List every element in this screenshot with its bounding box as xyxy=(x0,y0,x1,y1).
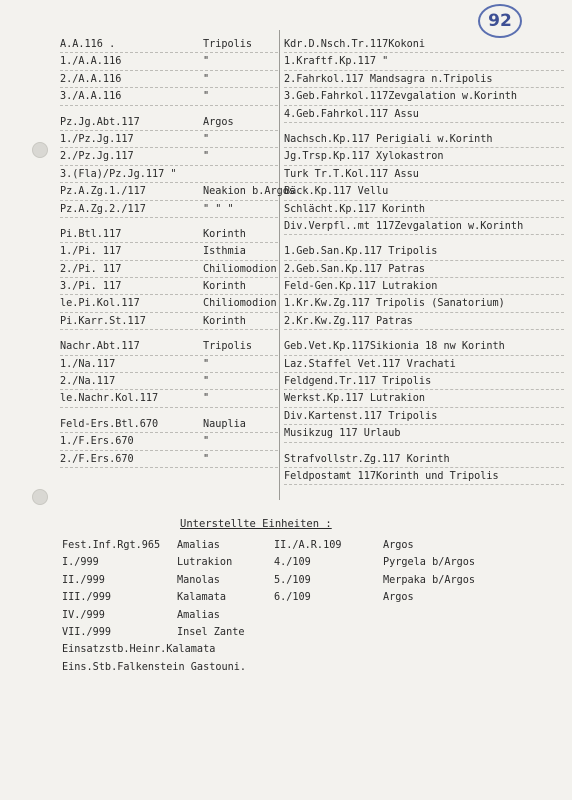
unit-name: 2./Pi. 117 xyxy=(60,263,122,275)
unit-location: " xyxy=(203,151,210,163)
unit-location: " xyxy=(203,393,210,405)
unit-row xyxy=(60,71,278,88)
row-gap xyxy=(284,123,564,131)
unit-entry: 2.Fahrkol.117 Mandsagra n.Tripolis xyxy=(284,73,493,85)
unit-name: 2./A.A.116 xyxy=(60,73,122,85)
row-gap xyxy=(284,443,564,451)
unit-name: Pz.Jg.Abt.117 xyxy=(60,116,140,128)
unit-location: " xyxy=(203,56,210,68)
unit-row xyxy=(284,261,564,278)
unit-row xyxy=(284,88,564,105)
subordinate-cell: III./999 xyxy=(62,592,112,604)
unit-entry: 2.Geb.San.Kp.117 Patras xyxy=(284,263,426,275)
unit-row xyxy=(284,373,564,390)
unit-row xyxy=(284,201,564,218)
unit-location: " xyxy=(203,91,210,103)
unit-row xyxy=(284,295,564,312)
subordinate-cell: IV./999 xyxy=(62,609,105,621)
subordinate-units-title: Unterstellte Einheiten : xyxy=(180,518,332,530)
unit-name: 1./A.A.116 xyxy=(60,56,122,68)
punch-hole xyxy=(32,142,48,158)
unit-row xyxy=(60,226,278,243)
unit-location: Chiliomodion xyxy=(203,298,277,310)
unit-entry: Turk Tr.T.Kol.117 Assu xyxy=(284,168,419,180)
unit-entry: 1.Kr.Kw.Zg.117 Tripolis (Sanatorium) xyxy=(284,298,505,310)
punch-hole xyxy=(32,489,48,505)
unit-row xyxy=(60,243,278,260)
unit-entry: Geb.Vet.Kp.117Sikionia 18 nw Korinth xyxy=(284,341,505,353)
unit-row xyxy=(60,36,278,53)
subordinate-cell: Kalamata xyxy=(177,592,227,604)
unit-name: A.A.116 . xyxy=(60,39,116,50)
unit-name: 1./Pi. 117 xyxy=(60,246,122,258)
subordinate-cell: II./999 xyxy=(62,574,105,586)
subordinate-cell: Lutrakion xyxy=(177,557,233,569)
left-unit-column xyxy=(60,36,296,468)
unit-row xyxy=(284,148,564,165)
unit-name: 2./Na.117 xyxy=(60,376,116,388)
unit-name: Feld-Ers.Btl.670 xyxy=(60,418,159,430)
unit-name: Pz.A.Zg.1./117 xyxy=(60,186,146,198)
unit-entry: Strafvollstr.Zg.117 Korinth xyxy=(284,453,450,465)
row-gap xyxy=(60,330,278,338)
unit-row xyxy=(60,114,278,131)
unit-name: 3.(Fla)/Pz.Jg.117 " xyxy=(60,168,177,180)
subordinate-cell: Amalias xyxy=(177,609,220,621)
unit-entry: 4.Geb.Fahrkol.117 Assu xyxy=(284,108,419,120)
row-gap xyxy=(60,408,278,416)
unit-location: Nauplia xyxy=(203,418,246,430)
unit-entry: 1.Geb.San.Kp.117 Tripolis xyxy=(284,246,438,258)
unit-name: 1./Na.117 xyxy=(60,358,116,370)
unit-entry: Div.Verpfl..mt 117Zevgalation w.Korinth xyxy=(284,220,524,232)
unit-row xyxy=(284,338,564,355)
unit-location: " xyxy=(203,133,210,145)
unit-row xyxy=(284,183,564,200)
unit-entry: Schlächt.Kp.117 Korinth xyxy=(284,203,426,215)
unit-row xyxy=(60,451,278,468)
unit-row xyxy=(60,88,278,105)
right-unit-column xyxy=(284,36,564,485)
unit-row xyxy=(60,148,278,165)
unit-entry: Bäck.Kp.117 Vellu xyxy=(284,186,389,198)
subordinate-cell: Argos xyxy=(383,540,414,551)
unit-row xyxy=(60,201,278,218)
subordinate-cell: Manolas xyxy=(177,574,220,586)
unit-name: Pi.Karr.St.117 xyxy=(60,315,146,327)
unit-location: Korinth xyxy=(203,315,246,327)
unit-name: le.Pi.Kol.117 xyxy=(60,298,140,310)
unit-location: Tripolis xyxy=(203,39,253,50)
subordinate-cell: Pyrgela b/Argos xyxy=(383,557,476,569)
unit-entry: Kdr.D.Nsch.Tr.117Kokoni xyxy=(284,39,426,50)
unit-entry: Div.Kartenst.117 Tripolis xyxy=(284,410,438,422)
unit-row xyxy=(284,166,564,183)
unit-row xyxy=(284,278,564,295)
subordinate-cell: Insel Zante xyxy=(177,626,245,638)
unit-entry: 2.Kr.Kw.Zg.117 Patras xyxy=(284,315,413,327)
unit-entry: Jg.Trsp.Kp.117 Xylokastron xyxy=(284,151,444,163)
unit-location: " xyxy=(203,436,210,448)
unit-entry: Feld-Gen.Kp.117 Lutrakion xyxy=(284,281,438,293)
column-divider xyxy=(279,30,280,500)
unit-location: " xyxy=(203,453,210,465)
unit-location: Chiliomodion xyxy=(203,263,277,275)
unit-name: 3./A.A.116 xyxy=(60,91,122,103)
row-gap xyxy=(284,235,564,243)
subordinate-cell: Einsatzstb.Heinr.Kalamata xyxy=(62,644,216,656)
unit-location: Korinth xyxy=(203,228,246,240)
unit-row xyxy=(60,183,296,200)
folio-number: 92 xyxy=(478,4,522,38)
unit-row xyxy=(284,468,564,485)
unit-name: le.Nachr.Kol.117 xyxy=(60,393,159,405)
unit-location: " xyxy=(203,358,210,370)
unit-entry: Nachsch.Kp.117 Perigiali w.Korinth xyxy=(284,133,493,145)
unit-name: Pi.Btl.117 xyxy=(60,228,122,240)
subordinate-cell: Argos xyxy=(383,592,414,604)
subordinate-cell: 6./109 xyxy=(274,592,311,604)
subordinate-cell: I./999 xyxy=(62,557,99,569)
unit-row xyxy=(284,218,564,235)
unit-row xyxy=(284,451,564,468)
unit-name: 3./Pi. 117 xyxy=(60,281,122,293)
unit-row xyxy=(60,356,278,373)
unit-entry: 3.Geb.Fahrkol.117Zevgalation w.Korinth xyxy=(284,91,518,103)
unit-location: " " " xyxy=(203,203,234,215)
subordinate-cell: VII./999 xyxy=(62,626,112,638)
unit-row xyxy=(284,36,564,53)
unit-row xyxy=(60,166,278,183)
unit-row xyxy=(60,416,278,433)
unit-entry: Feldpostamt 117Korinth und Tripolis xyxy=(284,470,499,482)
unit-name: 2./Pz.Jg.117 xyxy=(60,151,134,163)
unit-name: 1./Pz.Jg.117 xyxy=(60,133,134,145)
row-gap xyxy=(284,330,564,338)
unit-location: " xyxy=(203,73,210,85)
unit-row xyxy=(284,106,564,123)
unit-entry: Musikzug 117 Urlaub xyxy=(284,428,401,440)
unit-row xyxy=(284,71,564,88)
unit-location: Neakion b.Argos xyxy=(203,186,296,198)
unit-row xyxy=(60,433,278,450)
subordinate-cell: II./A.R.109 xyxy=(274,540,342,551)
subordinate-cell: Merpaka b/Argos xyxy=(383,574,476,586)
unit-row xyxy=(60,131,278,148)
unit-row xyxy=(284,408,564,425)
unit-entry: Werkst.Kp.117 Lutrakion xyxy=(284,393,426,405)
unit-name: Nachr.Abt.117 xyxy=(60,341,140,353)
unit-row xyxy=(284,425,564,442)
unit-location: Tripolis xyxy=(203,341,253,353)
unit-name: Pz.A.Zg.2./117 xyxy=(60,203,146,215)
unit-location: " xyxy=(203,376,210,388)
row-gap xyxy=(60,218,278,226)
unit-row xyxy=(60,390,278,407)
unit-location: Korinth xyxy=(203,281,246,293)
unit-row xyxy=(284,53,564,70)
unit-entry: Laz.Staffel Vet.117 Vrachati xyxy=(284,358,456,370)
unit-row xyxy=(284,131,564,148)
unit-row xyxy=(60,295,278,312)
subordinate-cell: 5./109 xyxy=(274,574,311,586)
subordinate-cell: Amalias xyxy=(177,540,220,551)
row-gap xyxy=(60,106,278,114)
unit-name: 2./F.Ers.670 xyxy=(60,453,134,465)
unit-row xyxy=(284,313,564,330)
unit-row xyxy=(60,278,278,295)
subordinate-cell: 4./109 xyxy=(274,557,311,569)
unit-row xyxy=(284,243,564,260)
unit-row xyxy=(60,313,278,330)
unit-entry: 1.Kraftf.Kp.117 " xyxy=(284,56,389,68)
subordinate-cell: Eins.Stb.Falkenstein Gastouni. xyxy=(62,661,247,673)
unit-row xyxy=(284,390,564,407)
unit-row xyxy=(60,261,278,278)
unit-name: 1./F.Ers.670 xyxy=(60,436,134,448)
unit-row xyxy=(284,356,564,373)
unit-location: Argos xyxy=(203,116,234,128)
unit-location: Isthmia xyxy=(203,246,246,258)
unit-row xyxy=(60,53,278,70)
subordinate-cell: Fest.Inf.Rgt.965 xyxy=(62,540,161,551)
unit-entry: Feldgend.Tr.117 Tripolis xyxy=(284,376,432,388)
unit-row xyxy=(60,338,278,355)
unit-row xyxy=(60,373,278,390)
